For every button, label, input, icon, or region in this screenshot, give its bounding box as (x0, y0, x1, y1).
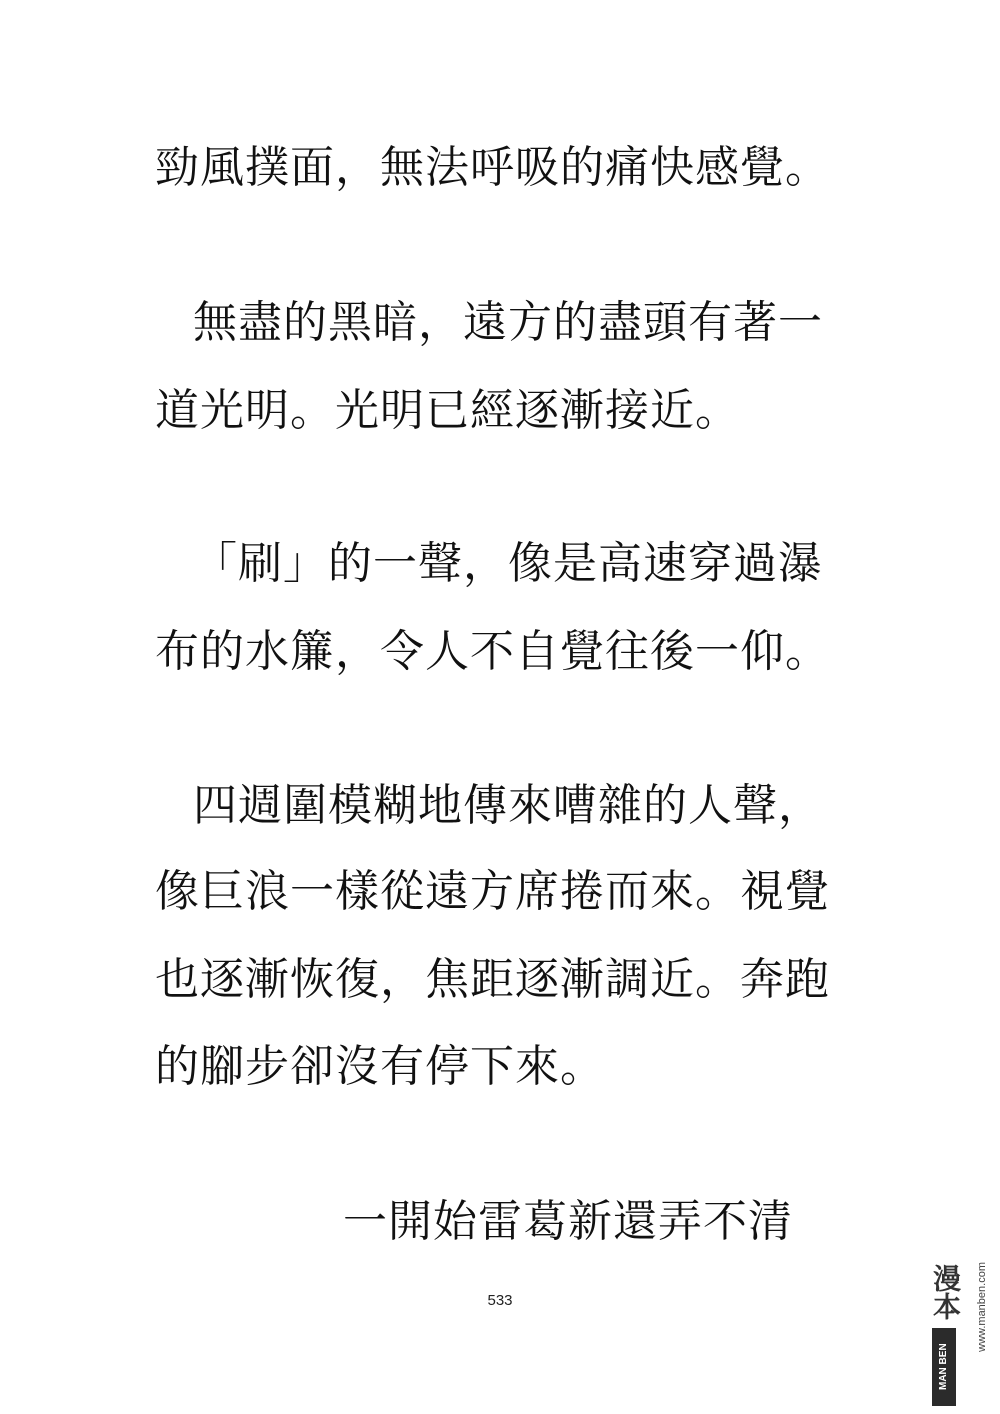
text-line: 道光明。光明已經逐漸接近。 (155, 385, 740, 436)
watermark-logo (929, 1262, 996, 1408)
text-line: 布的水簾，令人不自覺往後一仰。 (155, 626, 830, 677)
text-line: 勁風撲面，無法呼吸的痛快感覺。 (155, 142, 830, 193)
text-line: 也逐漸恢復，焦距逐漸調近。奔跑 (155, 954, 830, 1005)
text-line: 四週圍模糊地傳來嘈雜的人聲， (193, 780, 823, 831)
text-line: 「刷」的一聲，像是高速穿過瀑 (193, 538, 823, 589)
text-line: 的腳步卻沒有停下來。 (155, 1041, 605, 1092)
watermark-logo-box: MAN BEN (932, 1328, 956, 1406)
text-line: 像巨浪一樣從遠方席捲而來。視覺 (155, 866, 830, 917)
page-number: 533 (487, 1292, 513, 1309)
text-line: 無盡的黑暗，遠方的盡頭有著一 (193, 297, 823, 348)
watermark-url: www.manben.com (976, 1262, 988, 1352)
watermark-logo-glyph: 漫本 (929, 1264, 962, 1320)
text-line: 一開始雷葛新還弄不清 (343, 1196, 793, 1247)
